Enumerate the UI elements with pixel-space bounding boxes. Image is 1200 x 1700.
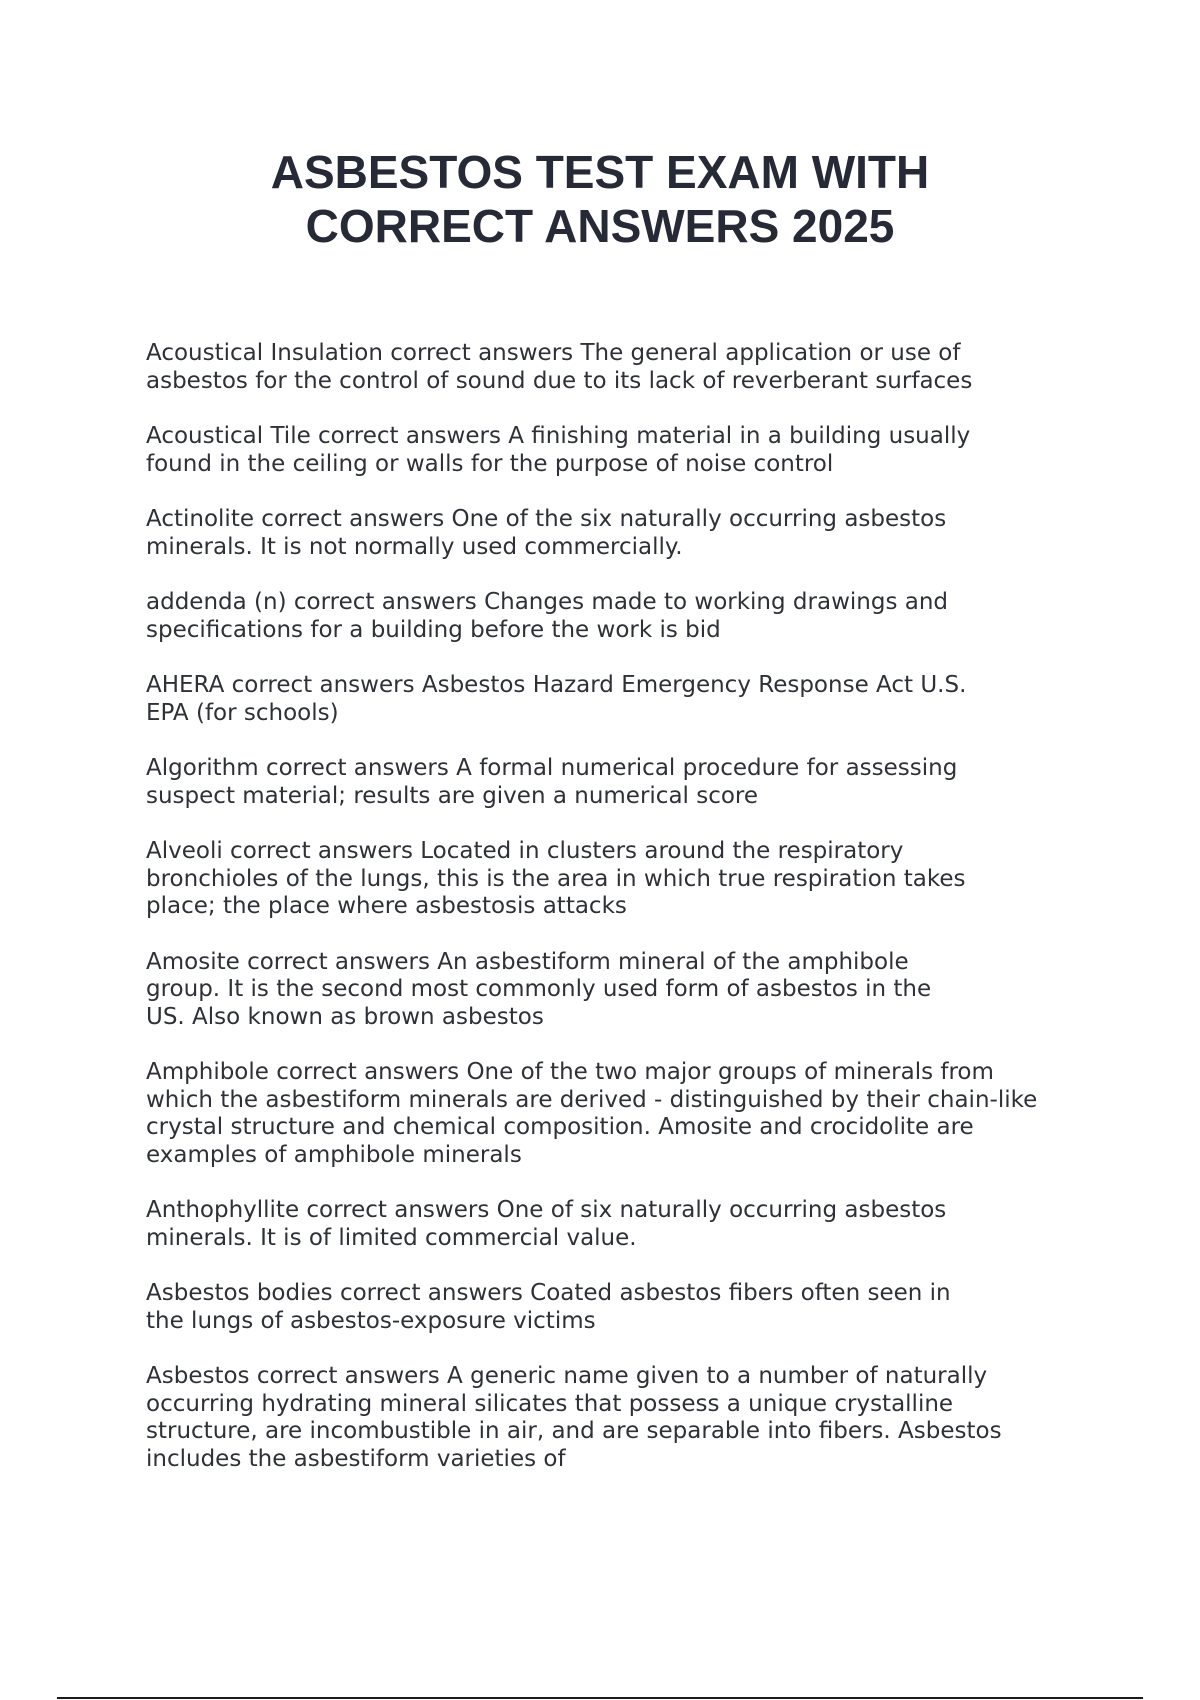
- glossary-entry-line: addenda (n) correct answers Changes made to working drawings and: [146, 589, 949, 615]
- glossary-entry-line: found in the ceiling or walls for the purpose of noise control: [146, 450, 834, 477]
- glossary-entry-line: Asbestos bodies correct answers Coated asbestos fibers often seen in: [146, 1280, 951, 1306]
- glossary-entry-line: Acoustical Tile correct answers A finishing material in a building usually: [146, 423, 971, 449]
- glossary-entry: [146, 506, 1086, 561]
- glossary-entry-line: minerals. It is of limited commercial value.: [146, 1224, 637, 1251]
- glossary-entry-line: AHERA correct answers Asbestos Hazard Emergency Response Act U.S.: [146, 672, 967, 698]
- glossary-entry-line: includes the asbestiform varieties of: [146, 1445, 566, 1472]
- glossary-entry-line: crystal structure and chemical composition. Amosite and crocidolite are: [146, 1114, 974, 1140]
- glossary-entry: [146, 1363, 1086, 1473]
- glossary-entry: [146, 1197, 1086, 1252]
- glossary-entry-line: the lungs of asbestos-exposure victims: [146, 1307, 596, 1334]
- glossary-entry: [146, 838, 1086, 921]
- page-title-line: CORRECT ANSWERS 2025: [305, 200, 895, 252]
- glossary-entry: [146, 1280, 1086, 1335]
- glossary-entry-line: examples of amphibole minerals: [146, 1141, 522, 1168]
- glossary-entry-line: US. Also known as brown asbestos: [146, 1003, 544, 1030]
- glossary-entry-line: bronchioles of the lungs, this is the area in which true respiration takes: [146, 865, 966, 892]
- glossary-entry: [146, 672, 1086, 727]
- glossary-entry-line: Amosite correct answers An asbestiform mineral of the amphibole: [146, 948, 909, 975]
- glossary-entry-line: Amphibole correct answers One of the two major groups of minerals from: [146, 1059, 994, 1085]
- glossary-entry-line: Algorithm correct answers A formal numerical procedure for assessing: [146, 755, 958, 781]
- glossary-entry-line: Anthophyllite correct answers One of six naturally occurring asbestos: [146, 1197, 947, 1223]
- glossary-entry-line: specifications for a building before the work is bid: [146, 616, 721, 643]
- glossary-entry-line: minerals. It is not normally used commercially.: [146, 533, 683, 560]
- glossary-entry-line: Acoustical Insulation correct answers The general application or use of: [146, 340, 961, 366]
- glossary-entry: [146, 589, 1086, 644]
- page-title-line: ASBESTOS TEST EXAM WITH: [270, 146, 930, 198]
- glossary-entry: [146, 755, 1086, 810]
- glossary-entry: [146, 423, 1086, 478]
- page-title: [0, 145, 1200, 253]
- glossary-entry-line: EPA (for schools): [146, 699, 339, 726]
- glossary-entry-line: which the asbestiform minerals are derived - distinguished by their chain-like: [146, 1086, 1038, 1113]
- glossary-entry-line: Asbestos correct answers A generic name given to a number of naturally: [146, 1363, 988, 1389]
- glossary-entry-line: asbestos for the control of sound due to its lack of reverberant surfaces: [146, 367, 973, 394]
- glossary-entry-line: structure, are incombustible in air, and are separable into fibers. Asbestos: [146, 1418, 1002, 1444]
- glossary-entry-line: occurring hydrating mineral silicates that possess a unique crystalline: [146, 1390, 954, 1417]
- glossary-entry-list: [146, 340, 1086, 1501]
- glossary-entry-line: suspect material; results are given a numerical score: [146, 782, 759, 809]
- glossary-entry: [146, 340, 1086, 395]
- glossary-entry-line: group. It is the second most commonly used form of asbestos in the: [146, 976, 932, 1002]
- glossary-entry-line: Alveoli correct answers Located in clusters around the respiratory: [146, 838, 904, 864]
- footer-divider: [57, 1697, 1143, 1699]
- glossary-entry-line: Actinolite correct answers One of the six naturally occurring asbestos: [146, 506, 947, 532]
- glossary-entry: [146, 1059, 1086, 1169]
- glossary-entry: [146, 949, 1086, 1032]
- glossary-entry-line: place; the place where asbestosis attacks: [146, 893, 627, 919]
